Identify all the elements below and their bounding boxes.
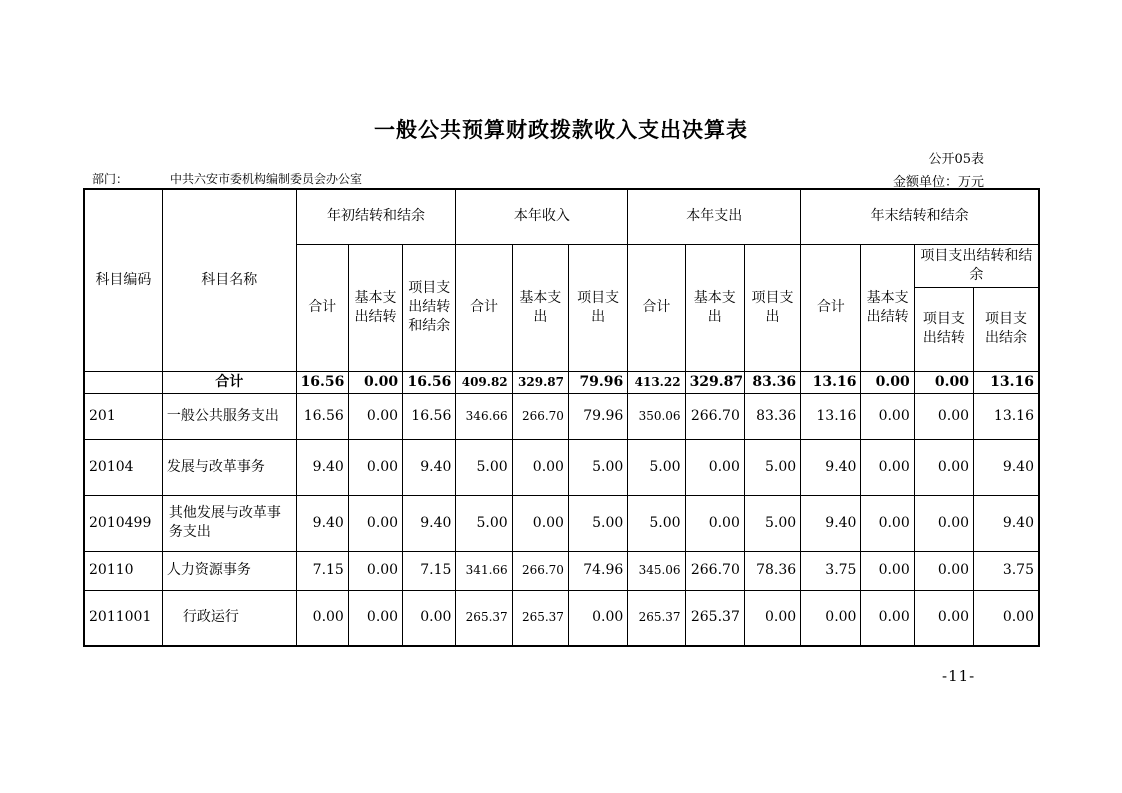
- table-cell: 5.00: [456, 495, 512, 551]
- row-name: 行政运行: [162, 590, 296, 646]
- form-number: 公开05表: [928, 152, 984, 167]
- table-cell: 265.37: [512, 590, 568, 646]
- table-cell: 265.37: [685, 590, 744, 646]
- row-code: 2011001: [84, 590, 162, 646]
- table-cell: 413.22: [628, 371, 685, 393]
- table-cell: 0.00: [861, 495, 914, 551]
- table-cell: 0.00: [914, 371, 973, 393]
- table-cell: 3.75: [801, 551, 861, 590]
- table-cell: 0.00: [861, 393, 914, 439]
- table-cell: 0.00: [861, 371, 914, 393]
- table-cell: 83.36: [744, 393, 800, 439]
- department-name: 中共六安市委机构编制委员会办公室: [170, 172, 363, 186]
- table-cell: 0.00: [685, 495, 744, 551]
- table-cell: 5.00: [628, 439, 685, 495]
- table-row: [84, 590, 1039, 646]
- table-cell: 0.00: [861, 439, 914, 495]
- page-title: 一般公共预算财政拨款收入支出决算表: [374, 118, 748, 142]
- header-income-project: 项目支出: [568, 244, 627, 371]
- header-row-1: [84, 189, 1039, 244]
- table-cell: 9.40: [801, 495, 861, 551]
- table-cell: 74.96: [568, 551, 627, 590]
- table-cell: 0.00: [914, 551, 973, 590]
- table-row: [84, 551, 1039, 590]
- table-cell: 0.00: [914, 495, 973, 551]
- header-begin-group: 年初结转和结余: [296, 189, 456, 244]
- table-cell: 266.70: [512, 551, 568, 590]
- table-cell: 13.16: [801, 371, 861, 393]
- table-cell: 9.40: [974, 439, 1039, 495]
- header-expense-group: 本年支出: [628, 189, 801, 244]
- table-cell: 0.00: [744, 590, 800, 646]
- table-cell: 16.56: [296, 393, 348, 439]
- table-cell: 0.00: [348, 590, 402, 646]
- page-number: -11-: [942, 667, 976, 685]
- table-cell: 16.56: [403, 371, 456, 393]
- table-cell: 5.00: [568, 495, 627, 551]
- row-code: 2010499: [84, 495, 162, 551]
- table-cell: 5.00: [568, 439, 627, 495]
- table-cell: 341.66: [456, 551, 512, 590]
- header-end-group: 年末结转和结余: [801, 189, 1039, 244]
- table-cell: 5.00: [744, 439, 800, 495]
- table-cell: 0.00: [348, 439, 402, 495]
- header-income-total: 合计: [456, 244, 512, 371]
- row-name: 人力资源事务: [162, 551, 296, 590]
- table-cell: 0.00: [348, 371, 402, 393]
- header-begin-basic: 基本支出结转: [348, 244, 402, 371]
- table-cell: 0.00: [685, 439, 744, 495]
- table-cell: 0.00: [512, 439, 568, 495]
- table-cell: 9.40: [296, 495, 348, 551]
- table-cell: 329.87: [685, 371, 744, 393]
- table-cell: 266.70: [685, 551, 744, 590]
- header-expense-total: 合计: [628, 244, 685, 371]
- table-cell: 265.37: [456, 590, 512, 646]
- table-cell: 0.00: [296, 590, 348, 646]
- row-name: 一般公共服务支出: [162, 393, 296, 439]
- table-cell: 0.00: [512, 495, 568, 551]
- header-name: 科目名称: [162, 189, 296, 371]
- table-cell: 9.40: [974, 495, 1039, 551]
- header-end-basic: 基本支出结转: [861, 244, 914, 371]
- table-row: [84, 495, 1039, 551]
- table-cell: 13.16: [974, 393, 1039, 439]
- table-cell: 409.82: [456, 371, 512, 393]
- table-cell: 5.00: [744, 495, 800, 551]
- table-cell: 0.00: [914, 590, 973, 646]
- table-cell: 350.06: [628, 393, 685, 439]
- total-label: 合计: [162, 371, 296, 393]
- table-cell: 0.00: [861, 590, 914, 646]
- header-end-project-carry: 项目支出结转: [914, 287, 973, 371]
- table-cell: 0.00: [974, 590, 1039, 646]
- table-cell: 329.87: [512, 371, 568, 393]
- row-name: 发展与改革事务: [162, 439, 296, 495]
- table-cell: 9.40: [403, 495, 456, 551]
- table-cell: 78.36: [744, 551, 800, 590]
- table-cell: 266.70: [685, 393, 744, 439]
- header-begin-project: 项目支出结转和结余: [403, 244, 456, 371]
- table-row: [84, 439, 1039, 495]
- table-cell: 0.00: [914, 439, 973, 495]
- budget-table: [83, 188, 1040, 647]
- table-cell: 265.37: [628, 590, 685, 646]
- header-income-basic: 基本支出: [512, 244, 568, 371]
- table-cell: 266.70: [512, 393, 568, 439]
- row-name: 其他发展与改革事务支出: [162, 495, 296, 551]
- header-expense-basic: 基本支出: [685, 244, 744, 371]
- table-cell: 5.00: [456, 439, 512, 495]
- table-cell: 0.00: [801, 590, 861, 646]
- header-expense-project: 项目支出: [744, 244, 800, 371]
- table-cell: 0.00: [403, 590, 456, 646]
- row-code: 20110: [84, 551, 162, 590]
- table-cell: 3.75: [974, 551, 1039, 590]
- table-cell: 9.40: [296, 439, 348, 495]
- header-end-total: 合计: [801, 244, 861, 371]
- table-cell: 9.40: [403, 439, 456, 495]
- header-code: 科目编码: [84, 189, 162, 371]
- table-cell: 7.15: [403, 551, 456, 590]
- table-cell: 0.00: [348, 551, 402, 590]
- table-cell: 13.16: [801, 393, 861, 439]
- row-code: 20104: [84, 439, 162, 495]
- header-end-project-balance: 项目支出结余: [974, 287, 1039, 371]
- table-cell: 83.36: [744, 371, 800, 393]
- table-cell: 0.00: [348, 393, 402, 439]
- amount-unit: 金额单位：万元: [892, 175, 984, 190]
- table-row: [84, 393, 1039, 439]
- table-cell: 16.56: [296, 371, 348, 393]
- table-cell: 345.06: [628, 551, 685, 590]
- table-cell: 16.56: [403, 393, 456, 439]
- table-cell: 5.00: [628, 495, 685, 551]
- table-cell: 79.96: [568, 393, 627, 439]
- header-begin-total: 合计: [296, 244, 348, 371]
- department-label: 部门：: [92, 172, 129, 186]
- table-cell: 13.16: [974, 371, 1039, 393]
- table-cell: 79.96: [568, 371, 627, 393]
- header-end-project-group: 项目支出结转和结余: [914, 244, 1039, 287]
- header-income-group: 本年收入: [456, 189, 628, 244]
- total-row: [84, 371, 1039, 393]
- row-code: 201: [84, 393, 162, 439]
- table-cell: 346.66: [456, 393, 512, 439]
- table-cell: 9.40: [801, 439, 861, 495]
- table-cell: 7.15: [296, 551, 348, 590]
- table-cell: 0.00: [914, 393, 973, 439]
- table-cell: 0.00: [568, 590, 627, 646]
- table-cell: 0.00: [861, 551, 914, 590]
- table-cell: 0.00: [348, 495, 402, 551]
